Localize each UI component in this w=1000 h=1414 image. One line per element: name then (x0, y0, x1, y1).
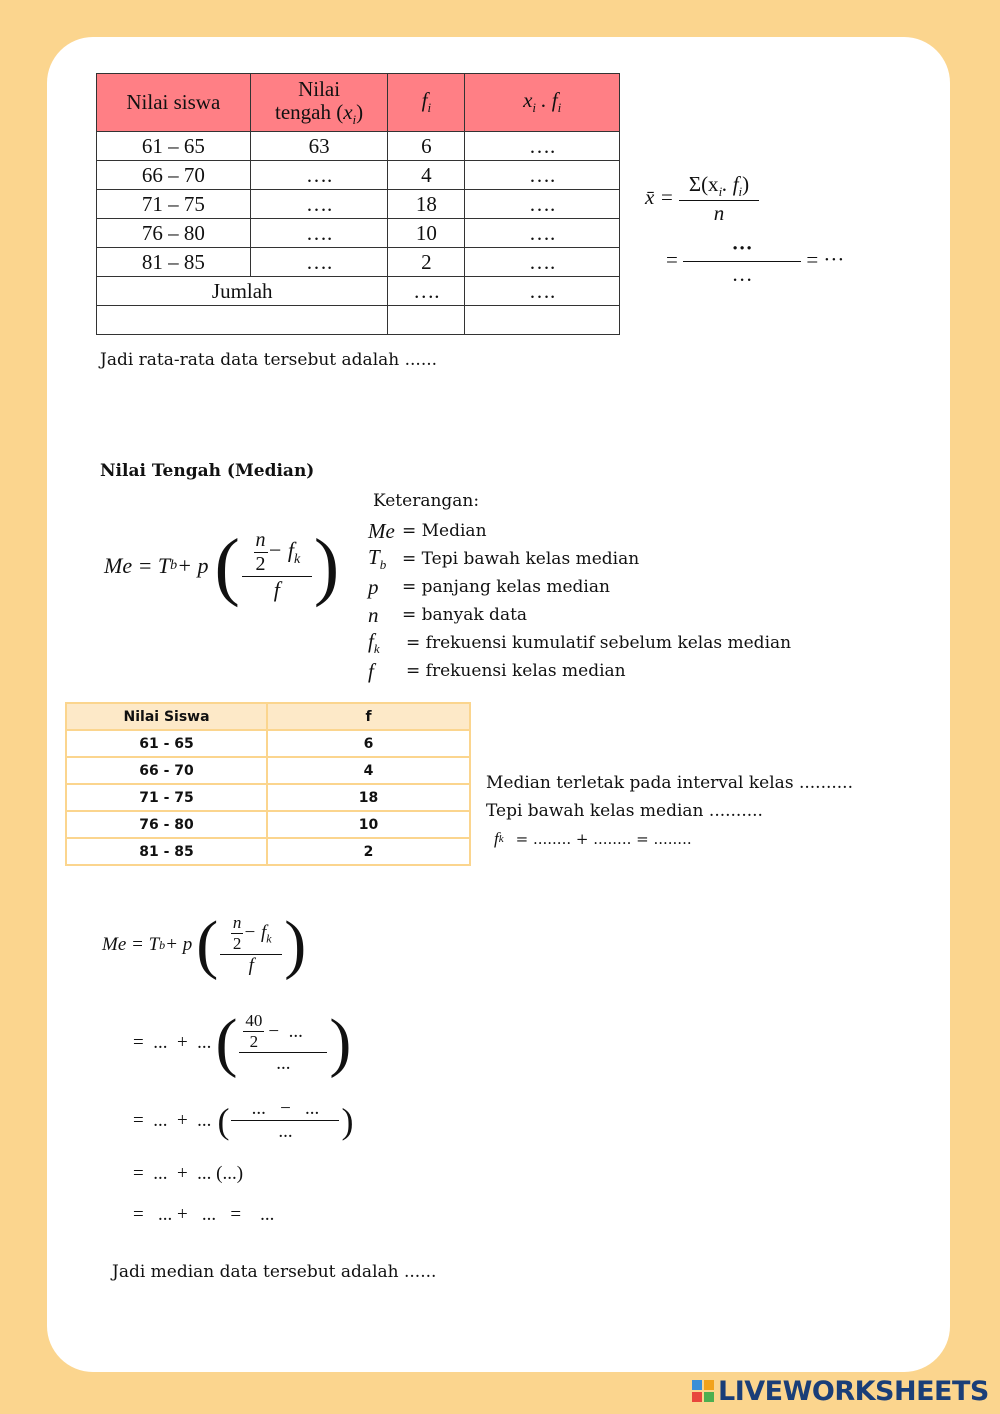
header-f: f (267, 703, 470, 730)
mean-table (96, 73, 620, 335)
keterangan-title: Keterangan: (373, 491, 480, 511)
table-row: 66 - 70 4 (66, 757, 470, 784)
answer-cell[interactable]: …. (250, 190, 388, 219)
total-row (97, 277, 620, 306)
logo-tiles-icon (692, 1380, 714, 1402)
table-row (97, 132, 620, 161)
median-formula: Me = T b + p ( $\frac{n}{2}$ − $f_k$ f ) (104, 524, 340, 608)
answer-cell[interactable]: …. (465, 277, 620, 306)
cell: 61 – 65 (97, 132, 251, 161)
header-nilai-siswa: Nilai siswa (97, 74, 251, 132)
table-row: 81 - 85 2 (66, 838, 470, 865)
empty-row (97, 306, 620, 335)
step-1: = ... + ... ( $\frac{40}{2}$ − ... ... ) (133, 1006, 352, 1079)
answer-cell[interactable]: …. (250, 161, 388, 190)
median-table (65, 702, 471, 866)
cell: 63 (250, 132, 388, 161)
cell: 81 – 85 (97, 248, 251, 277)
header-nilai-tengah: Nilai tengah $(x_i)$ (250, 74, 388, 132)
table-row: 76 - 80 10 (66, 811, 470, 838)
fk-line: f k = ........ + ........ = ........ (494, 829, 692, 848)
answer-cell[interactable]: …. (388, 277, 465, 306)
keterangan-list (368, 517, 791, 685)
table-row: 71 - 75 18 (66, 784, 470, 811)
keterangan-item: f = frekuensi kelas median (368, 658, 626, 683)
step-3[interactable]: = ... + ... (...) (133, 1163, 244, 1184)
mean-formula: x̄ = $\frac{\Sigma(x_i. f_i)}{n}$ (645, 172, 759, 226)
liveworksheets-logo: LIVEWORKSHEETS (692, 1374, 989, 1408)
header-fi: $f_i$ (388, 74, 465, 132)
cell: 71 – 75 (97, 190, 251, 219)
header-xi-fi: $x_i$ . $f_i$ (465, 74, 620, 132)
answer-cell[interactable]: …. (465, 219, 620, 248)
mean-formula-blank: = $\frac{\cdot\cdot\cdot}{\dots}$ = ··· (666, 236, 845, 286)
cell: 6 (388, 132, 465, 161)
cell: 10 (388, 219, 465, 248)
step-4[interactable]: = ... + ... = ... (133, 1204, 275, 1225)
answer-cell[interactable]: …. (465, 132, 620, 161)
cell (388, 306, 465, 335)
median-formula-small: Me = T b + p ( $\frac{n}{2}$ − $f_k$ f ) (102, 908, 307, 981)
cell: 18 (388, 190, 465, 219)
table-row (97, 190, 620, 219)
cell: 2 (388, 248, 465, 277)
header-nilai-siswa: Nilai Siswa (66, 703, 267, 730)
cell: 4 (388, 161, 465, 190)
answer-cell[interactable]: …. (250, 219, 388, 248)
answer-cell[interactable]: …. (250, 248, 388, 277)
table-row (97, 219, 620, 248)
median-interval-line[interactable]: Median terletak pada interval kelas .......... (486, 773, 853, 793)
keterangan-item: p = panjang kelas median (368, 574, 610, 599)
cell (465, 306, 620, 335)
table-row (97, 248, 620, 277)
cell: 76 – 80 (97, 219, 251, 248)
keterangan-item: n = banyak data (368, 602, 528, 627)
median-conclusion: Jadi median data tersebut adalah ...... (112, 1262, 437, 1282)
jumlah-label: Jumlah (97, 277, 388, 306)
median-table-header (66, 703, 470, 730)
mean-table-header (97, 74, 620, 132)
keterangan-item: $f_k$ = frekuensi kumulatif sebelum kelas median (368, 628, 792, 657)
answer-cell[interactable]: …. (465, 161, 620, 190)
table-row (97, 161, 620, 190)
tepi-bawah-line[interactable]: Tepi bawah kelas median .......... (486, 801, 763, 821)
mean-conclusion: Jadi rata-rata data tersebut adalah ...... (100, 350, 438, 370)
cell: 66 – 70 (97, 161, 251, 190)
keterangan-item: $T_b$ = Tepi bawah kelas median (368, 544, 640, 573)
table-row: 61 - 65 6 (66, 730, 470, 757)
median-heading: Nilai Tengah (Median) (100, 461, 315, 481)
answer-cell[interactable]: …. (465, 190, 620, 219)
keterangan-item: Me = Median (368, 518, 487, 543)
answer-cell[interactable]: …. (465, 248, 620, 277)
step-2: = ... + ... ( $\frac{... - ...}{...}$ ) (133, 1098, 354, 1142)
cell (97, 306, 388, 335)
